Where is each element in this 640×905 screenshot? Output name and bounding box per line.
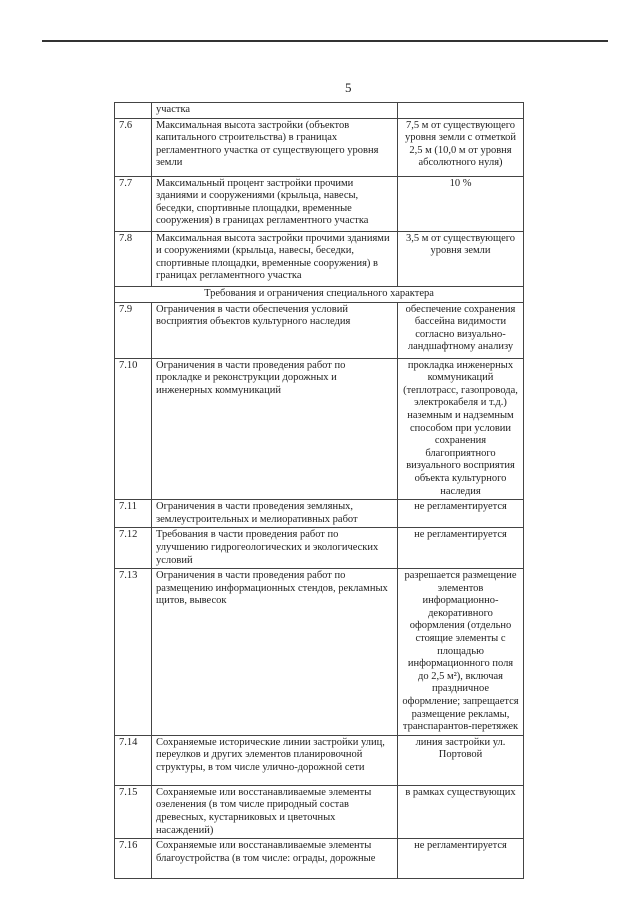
row-description: Максимальный процент застройки прочими зданиями и сооружениями (крыльца, навесы, беседки, спортивные площадки, временные сооружения) в границах регламентного участка [152,176,398,231]
row-description: Требования в части проведения работ по улучшению гидрогеологических и экологических условий [152,528,398,569]
page-number: 5 [345,80,352,95]
row-number: 7.15 [115,785,152,838]
table-row [115,302,524,358]
table-row [115,118,524,176]
row-description: Максимальная высота застройки прочими зданиями и сооружениями (крыльца, навесы, беседки, спортивные площадки, временные сооружения) в границах регламентного участка [152,231,398,286]
row-description: Ограничения в части проведения работ по размещению информационных стендов, рекламных щитов, вывесок [152,569,398,736]
section-heading: Требования и ограничения специального характера [115,286,524,302]
row-value [398,103,524,119]
row-value: линия застройки ул. Портовой [398,735,524,785]
row-value: 7,5 м от существующего уровня земли с отметкой 2,5 м (10,0 м от уровня абсолютного нуля) [398,118,524,176]
row-value: в рамках существующих [398,785,524,838]
row-value: обеспечение сохранения бассейна видимости согласно визуально-ландшафтному анализу [398,302,524,358]
row-number: 7.7 [115,176,152,231]
row-value: 3,5 м от существующего уровня земли [398,231,524,286]
row-value: 10 % [398,176,524,231]
row-description: Максимальная высота застройки (объектов капитального строительства) в границах регламентного участка от существующего уровня земли [152,118,398,176]
table-row [115,528,524,569]
requirements-table [114,102,524,879]
row-number: 7.12 [115,528,152,569]
table-row [115,500,524,528]
row-number: 7.16 [115,839,152,879]
table-row [115,358,524,500]
row-description: Сохраняемые или восстанавливаемые элементы благоустройства (в том числе: ограды, дорожные [152,839,398,879]
table-body [115,103,524,879]
row-value: не регламентируется [398,528,524,569]
table-row [115,839,524,879]
row-description: Ограничения в части обеспечения условий восприятия объектов культурного наследия [152,302,398,358]
row-number: 7.14 [115,735,152,785]
table-row [115,785,524,838]
row-description: Ограничения в части проведения земляных, землеустроительных и мелиоративных работ [152,500,398,528]
row-number [115,103,152,119]
row-description: Сохраняемые исторические линии застройки улиц, переулков и других элементов планировочной структуры, в том числе улично-дорожной сети [152,735,398,785]
row-description: Сохраняемые или восстанавливаемые элементы озеленения (в том числе природный состав древесных, кустарниковых и цветочных насаждений) [152,785,398,838]
row-value: не регламентируется [398,500,524,528]
row-number: 7.9 [115,302,152,358]
row-number: 7.6 [115,118,152,176]
table-row [115,735,524,785]
header-rule [42,40,608,42]
section-row [115,286,524,302]
row-number: 7.11 [115,500,152,528]
row-value: разрешается размещение элементов информационно-декоративного оформления (отдельно стоящие элементы с площадью информационного поля до 2,5 м²), включая праздничное оформление; запрещается размещение рекламы, транспарантов-перетяжек [398,569,524,736]
row-description: участка [152,103,398,119]
table-row [115,231,524,286]
row-number: 7.13 [115,569,152,736]
row-number: 7.8 [115,231,152,286]
table-row [115,176,524,231]
row-value: прокладка инженерных коммуникаций (теплотрасс, газопровода, электрокабеля и т.д.) наземным и надземным способом при условии сохранения благоприятного визуального восприятия объекта культурного наследия [398,358,524,500]
row-value: не регламентируется [398,839,524,879]
row-description: Ограничения в части проведения работ по прокладке и реконструкции дорожных и инженерных коммуникаций [152,358,398,500]
row-number: 7.10 [115,358,152,500]
table-row [115,569,524,736]
table-row [115,103,524,119]
